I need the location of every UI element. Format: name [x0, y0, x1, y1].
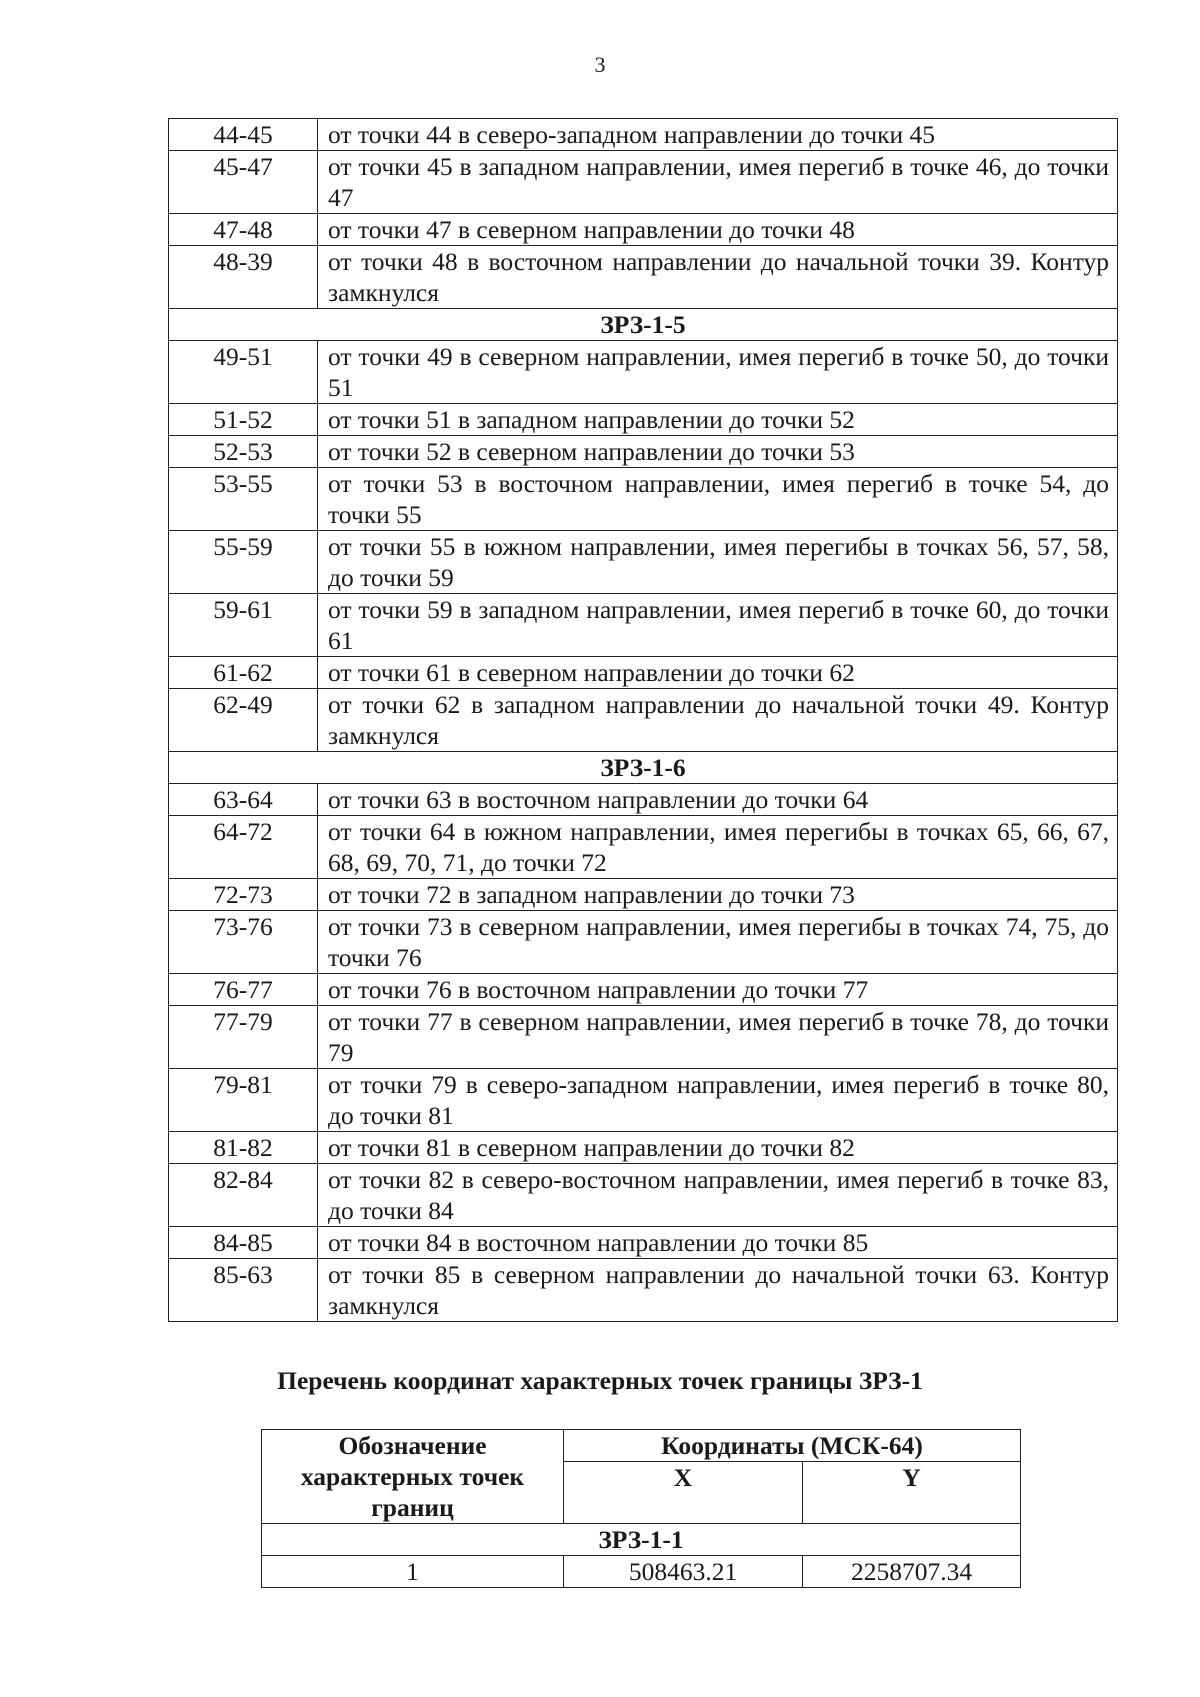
segment-row	[169, 594, 1118, 657]
segment-description: от точки 61 в северном направлении до точки 62	[318, 657, 1118, 689]
segment-description: от точки 52 в северном направлении до точки 53	[318, 436, 1118, 468]
segment-row	[169, 911, 1118, 974]
coordinates-list-title: Перечень координат характерных точек границы ЗРЗ-1	[277, 1366, 923, 1395]
segment-id: 82-84	[169, 1164, 318, 1227]
segment-row	[169, 657, 1118, 689]
segment-id: 47-48	[169, 214, 318, 246]
section-row	[169, 752, 1118, 784]
segment-id: 85-63	[169, 1259, 318, 1322]
segment-row	[169, 974, 1118, 1006]
segment-description: от точки 47 в северном направлении до точки 48	[318, 214, 1118, 246]
segment-id: 59-61	[169, 594, 318, 657]
segment-row	[169, 1227, 1118, 1259]
segment-description: от точки 53 в восточном направлении, имея перегиб в точке 54, до точки 55	[318, 468, 1118, 531]
segment-id: 76-77	[169, 974, 318, 1006]
header-points-designation: Обозначение характерных точек границ	[262, 1430, 564, 1524]
section-row	[169, 309, 1118, 341]
segment-description: от точки 76 в восточном направлении до точки 77	[318, 974, 1118, 1006]
segment-id: 79-81	[169, 1069, 318, 1132]
segment-description: от точки 45 в западном направлении, имея перегиб в точке 46, до точки 47	[318, 151, 1118, 214]
segment-row	[169, 151, 1118, 214]
segment-description: от точки 82 в северо-восточном направлении, имея перегиб в точке 83, до точки 84	[318, 1164, 1118, 1227]
segment-row	[169, 1259, 1118, 1322]
coordinate-row	[262, 1556, 1021, 1588]
segment-description: от точки 63 в восточном направлении до точки 64	[318, 784, 1118, 816]
segment-row	[169, 531, 1118, 594]
segment-id: 73-76	[169, 911, 318, 974]
boundary-segments-table	[168, 118, 1118, 1322]
segment-id: 72-73	[169, 879, 318, 911]
segment-id: 62-49	[169, 689, 318, 752]
segment-row	[169, 214, 1118, 246]
segment-description: от точки 55 в южном направлении, имея перегибы в точках 56, 57, 58, до точки 59	[318, 531, 1118, 594]
segment-description: от точки 79 в северо-западном направлении, имея перегиб в точке 80, до точки 81	[318, 1069, 1118, 1132]
segment-id: 64-72	[169, 816, 318, 879]
segment-description: от точки 44 в северо-западном направлении до точки 45	[318, 119, 1118, 151]
segment-row	[169, 246, 1118, 309]
segment-id: 44-45	[169, 119, 318, 151]
segment-row	[169, 341, 1118, 404]
segment-description: от точки 62 в западном направлении до начальной точки 49. Контур замкнулся	[318, 689, 1118, 752]
header-x: X	[564, 1462, 803, 1524]
segment-row	[169, 1069, 1118, 1132]
segment-row	[169, 404, 1118, 436]
segment-id: 55-59	[169, 531, 318, 594]
coordinates-table	[261, 1429, 1021, 1588]
point-number: 1	[262, 1556, 564, 1588]
segment-id: 61-62	[169, 657, 318, 689]
segment-row	[169, 119, 1118, 151]
segment-row	[169, 1164, 1118, 1227]
segment-row	[169, 816, 1118, 879]
segment-description: от точки 85 в северном направлении до начальной точки 63. Контур замкнулся	[318, 1259, 1118, 1322]
segment-row	[169, 468, 1118, 531]
segment-description: от точки 73 в северном направлении, имея перегибы в точках 74, 75, до точки 76	[318, 911, 1118, 974]
segment-description: от точки 59 в западном направлении, имея перегиб в точке 60, до точки 61	[318, 594, 1118, 657]
segment-description: от точки 72 в западном направлении до точки 73	[318, 879, 1118, 911]
segment-row	[169, 689, 1118, 752]
header-coordinates: Координаты (МСК-64)	[564, 1430, 1021, 1462]
segment-id: 53-55	[169, 468, 318, 531]
section-heading: ЗРЗ-1-5	[169, 309, 1118, 341]
segment-id: 81-82	[169, 1132, 318, 1164]
coord-y: 2258707.34	[803, 1556, 1021, 1588]
segment-id: 63-64	[169, 784, 318, 816]
section-heading: ЗРЗ-1-6	[169, 752, 1118, 784]
segment-row	[169, 1132, 1118, 1164]
segment-row	[169, 879, 1118, 911]
segment-row	[169, 1006, 1118, 1069]
segment-id: 48-39	[169, 246, 318, 309]
page-number: 3	[594, 52, 606, 77]
segment-id: 45-47	[169, 151, 318, 214]
segment-description: от точки 84 в восточном направлении до точки 85	[318, 1227, 1118, 1259]
header-y: Y	[803, 1462, 1021, 1524]
segment-id: 77-79	[169, 1006, 318, 1069]
segment-id: 52-53	[169, 436, 318, 468]
coord-x: 508463.21	[564, 1556, 803, 1588]
segment-row	[169, 784, 1118, 816]
segment-id: 84-85	[169, 1227, 318, 1259]
segment-description: от точки 77 в северном направлении, имея перегиб в точке 78, до точки 79	[318, 1006, 1118, 1069]
section-heading: ЗРЗ-1-1	[262, 1524, 1021, 1556]
segment-description: от точки 49 в северном направлении, имея перегиб в точке 50, до точки 51	[318, 341, 1118, 404]
segment-id: 49-51	[169, 341, 318, 404]
segment-description: от точки 48 в восточном направлении до начальной точки 39. Контур замкнулся	[318, 246, 1118, 309]
segment-id: 51-52	[169, 404, 318, 436]
segment-description: от точки 51 в западном направлении до точки 52	[318, 404, 1118, 436]
segment-description: от точки 64 в южном направлении, имея перегибы в точках 65, 66, 67, 68, 69, 70, 71, до точки 72	[318, 816, 1118, 879]
segment-description: от точки 81 в северном направлении до точки 82	[318, 1132, 1118, 1164]
segment-row	[169, 436, 1118, 468]
